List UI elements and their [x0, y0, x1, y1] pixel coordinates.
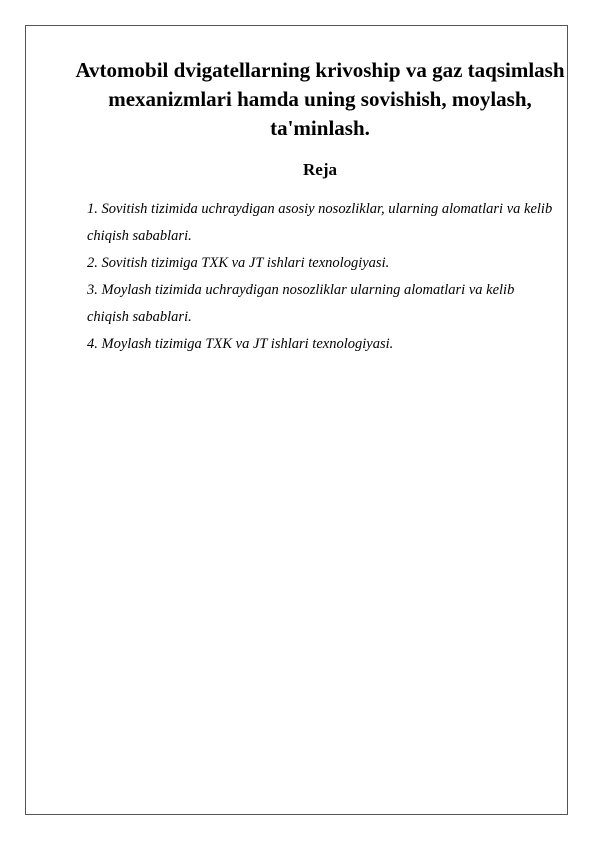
plan-list: [87, 196, 557, 358]
plan-item: 1. Sovitish tizimida uchraydigan asosiy nosozliklar, ularning alomatlari va kelib chiqish sabablari.: [87, 201, 553, 244]
plan-item: 4. Moylash tizimiga TXK va JT ishlari texnologiyasi.: [87, 336, 394, 352]
plan-heading: Reja: [303, 160, 337, 179]
document-title: Avtomobil dvigatellarning krivoship va gaz taqsimlash mexanizmlari hamda uning sovishish, moylash, ta'minlash.: [75, 58, 565, 140]
page-border: [25, 25, 568, 815]
plan-item: 2. Sovitish tizimiga TXK va JT ishlari texnologiyasi.: [87, 255, 390, 271]
plan-item: 3. Moylash tizimida uchraydigan nosozliklar ularning alomatlari va kelib chiqish sabablari.: [87, 282, 515, 325]
